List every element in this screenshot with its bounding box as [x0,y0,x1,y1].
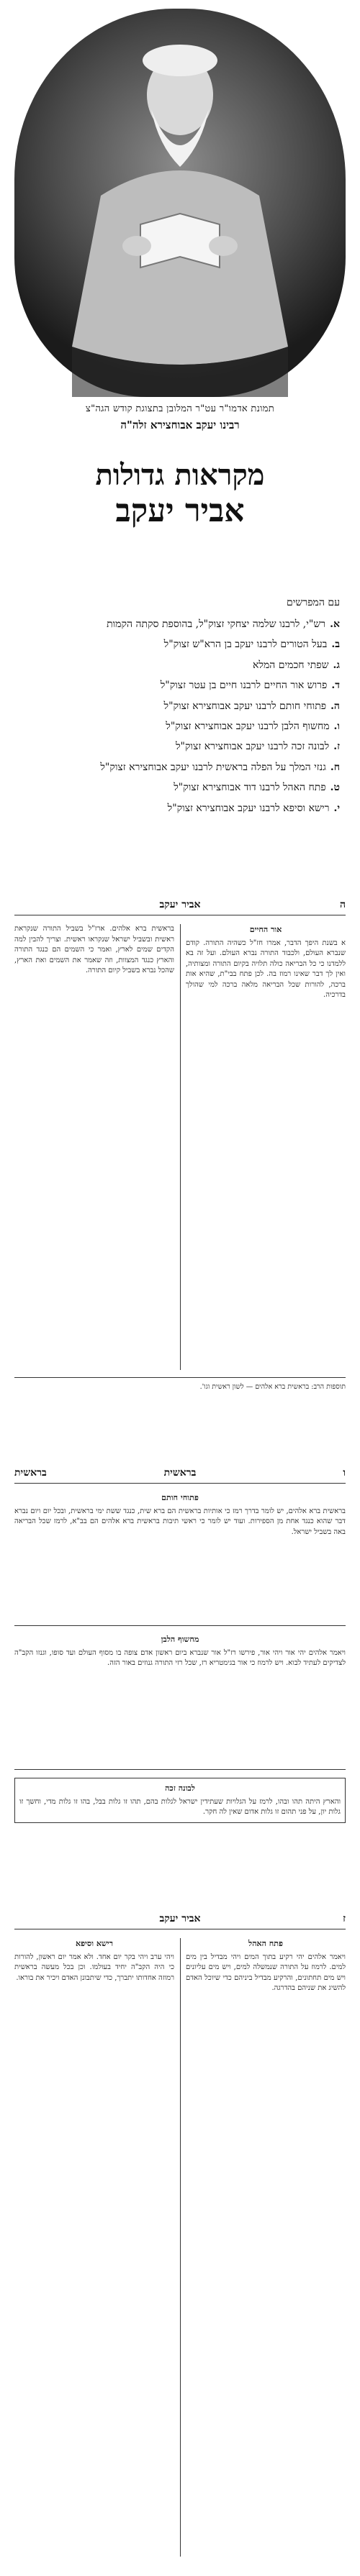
commentator-item [20,698,340,714]
commentator-item [20,780,340,795]
running-title: בראשית [163,1467,197,1479]
column-text: ויהי ערב ויהי בקר יום אחד. ולא אמר יום ראשון, להורות כי היה הקב"ה יחיד בעולמו. וכן בכל מעשה בראשית רמוזה אחדותו יתברך, כדי שיתבונן האדם ויכיר את בוראו. [14,1952,174,1982]
page-2-header [14,1467,346,1480]
item-text: רישא וסיפא לרבנו יעקב אבוחצירא זצוק"ל [167,802,330,814]
section-title: פתוחי חותם [161,1493,199,1502]
item-text: פתח האהל לרבנו דוד אבוחצירא זצוק"ל [174,782,326,794]
commentator-item [20,677,340,693]
page-number: ה [339,899,346,910]
page-1-footnote [14,1382,346,1392]
divider [14,1769,346,1770]
running-title: אביר יעקב [159,1913,201,1924]
commentator-item [20,800,340,816]
commentator-item [20,616,340,632]
item-number: א. [330,618,340,630]
page-1-right-column [186,924,346,1001]
item-text: בעל הטורים לרבנו יעקב בן הרא"ש זצוק"ל [163,639,328,651]
item-number: ו. [333,720,340,732]
column-text: א בשנת היפך הדבר, אמרו חז"ל כשהיה התורה. קודם שנברא העולם, ולכבוד התורה נברא העולם. ועל זה בא ללמדנו כי כל הבריאה כולה תלויה בקיום התורה ומצותיה, ואין לך דבר שאינו רמוז בה. לכן פתח בבי"ת, שהיא אות ברכה, להורות שכל הבריאה מלאה ברכה למי שהולך בדרכיה. [186,938,346,1000]
page-number: ז [343,1913,346,1924]
section-title: לבונה זכה [165,1783,195,1793]
commentator-item [20,739,340,754]
commentator-item [20,718,340,734]
caption-line-1: תמונת אדמו"ר עט"ר המלובן בתצוגת קודש הגה"צ [85,403,275,414]
section-title: אור החיים [249,925,282,934]
item-number: ג. [333,659,340,671]
running-title-left: בראשית [14,1467,47,1479]
item-number: ה. [330,700,340,712]
column-divider [180,1938,181,2557]
page-3-header [14,1913,346,1926]
item-number: ח. [330,761,340,773]
page-3-right-column [186,1938,346,1994]
column-text: ויאמר אלהים יהי רקיע בתוך המים ויהי מבדיל בין מים למים. לרמוז על התורה שנמשלה למים, ויש מים עליונים ויש מים תחתונים, והרקיע מבדיל ביניהם כדי שיוכל האדם להשיג את שניהם בהדרגה. [186,1952,346,1993]
item-text: שפתי חכמים המלא [253,659,329,671]
column-text: בראשית ברא אלהים. ארז"ל בשביל התורה שנקראת ראשית ובשביל ישראל שנקראו ראשית. וצריך להבין למה הקדים שמים לארץ, ואמר כי השמים הם כנגד התורה והארץ כנגד המצוות, וזה שאמר את השמים ואת הארץ, שהכל נברא בשביל קיום התורה. [14,925,174,974]
item-number: י. [333,802,340,814]
item-text: רש"י, לרבנו שלמה יצחקי זצוק"ל, בהוספת סקתה הקמות [107,618,326,630]
page-1-header [14,899,346,912]
rabbi-portrait-image [14,9,346,397]
divider [14,1483,346,1484]
section-title: פתח האהל [248,1939,283,1948]
title-line-1: מקראות גדולות [95,458,265,492]
section-title: רישא וסיפא [76,1939,113,1948]
item-number: ד. [331,680,340,692]
page-2-middle-section [14,1634,346,1669]
commentator-item [20,759,340,775]
book-title [14,460,346,528]
portrait-caption [14,403,346,432]
item-text: גנזי המלך על הפלה בראשית לרבנו יעקב אבוחצירא זצוק"ל [100,761,326,773]
item-text: לבונה זכה לרבנו יעקב אבוחצירא זצוק"ל [175,741,330,753]
section-text: ויאמר אלהים יהי אור ויהי אור, פירשו רז"ל אור שנברא ביום ראשון אדם צופה בו מסוף העולם ועד סופו, וגנזו הקב"ה לצדיקים לעתיד לבוא. ויש לרמוז כי אור בגימטריא רז, שכל רזי התורה גנוזים באור הזה. [14,1648,346,1668]
page-3-left-column [14,1938,174,1983]
divider [14,1625,346,1626]
footnote-text: תוספות הרב: בראשית ברא אלהים — לשון ראשית וגו'. [199,1383,346,1391]
divider [14,1377,346,1378]
commentators-list [20,597,340,821]
item-number: ז. [333,741,340,753]
section-title: מחשוף הלבן [161,1635,199,1644]
commentators-header: עם המפרשים [287,597,340,608]
page-number: ו [343,1467,346,1479]
item-text: פתוחי חותם לרבנו יעקב אבוחצירא זצוק"ל [163,700,327,712]
item-number: ט. [330,782,340,794]
title-line-2: אביר יעקב [115,493,245,529]
column-divider [180,924,181,1370]
page-1-left-column [14,924,174,977]
page-2-boxed-section [14,1778,346,1823]
item-text: פרוש אור החיים לרבנו חיים בן עטר זצוק"ל [160,680,328,692]
section-text: בראשית ברא אלהים, יש לומר בדרך רמז כי אותיות בראשית הם ברא שית, כנגד ששת ימי בראשית, ובכל יום ויום נברא דבר שהוא כנגד אחת מן הספירות. ועוד יש לומר כי ראשי תיבות בראשית ברא אלהים הם בב"א, לרמז שכל הבריאה באה בשביל ישראל. [14,1507,346,1536]
caption-line-2: רבינו יעקב אבוחצירא זלה"ה [120,419,240,431]
commentator-item [20,657,340,673]
running-title: אביר יעקב [159,899,201,910]
item-text: מחשוף הלבן לרבנו יעקב אבוחצירא זצוק"ל [166,720,330,732]
section-text: והארץ היתה תהו ובהו, לרמז על הגלויות שעתידין ישראל לגלות בהם, תהו זו גלות בבל, בהו זו גלות מדי, וחשך זו גלות יון, על פני תהום זו גלות אדום שאין לה חקר. [19,1797,341,1817]
item-number: ב. [331,639,340,651]
portrait-frame [14,9,346,397]
commentator-item [20,636,340,652]
page-2-top-section [14,1492,346,1538]
